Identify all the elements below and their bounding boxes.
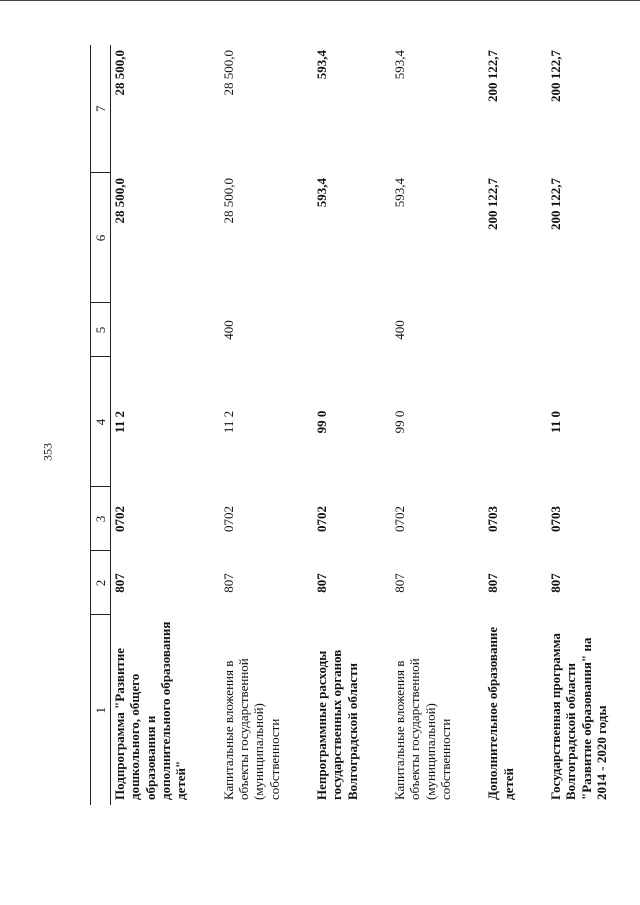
cell-col-3: 0702 — [220, 506, 236, 532]
header-col-1: 1 — [91, 615, 111, 805]
cell-col-5: 400 — [391, 320, 407, 340]
table-row — [111, 45, 189, 805]
cell-col-7: 200 122,7 — [547, 50, 563, 102]
cell-col-6: 28 500,0 — [112, 178, 127, 224]
cell-col-7: 28 500,0 — [112, 50, 127, 96]
cell-col-5 — [453, 303, 516, 357]
table-row — [189, 45, 282, 805]
cell-col-5 — [282, 303, 360, 357]
page-number: 353 — [40, 443, 55, 461]
cell-col-3: 0702 — [313, 506, 329, 532]
header-row — [91, 45, 111, 805]
cell-col-3: 0703 — [547, 506, 563, 532]
cell-col-3: 0702 — [112, 506, 127, 532]
cell-col-2: 807 — [112, 573, 127, 593]
cell-col-2: 807 — [220, 573, 236, 593]
row-name: Подпрограмма "Развитие дошкольного, общего образования и дополнительного образования детей" — [112, 621, 189, 800]
cell-col-4 — [453, 357, 516, 487]
cell-col-2: 807 — [547, 573, 563, 593]
cell-col-6: 200 122,7 — [485, 178, 501, 230]
cell-col-5 — [111, 303, 189, 357]
cell-col-3: 0703 — [485, 506, 501, 532]
cell-col-6: 593,4 — [313, 178, 329, 208]
cell-col-5 — [516, 303, 609, 357]
table-row — [453, 45, 516, 805]
table-row — [282, 45, 360, 805]
cell-col-7: 593,4 — [313, 50, 329, 80]
cell-col-7: 200 122,7 — [485, 50, 501, 102]
cell-col-2: 807 — [485, 573, 501, 593]
table-row — [360, 45, 453, 805]
header-col-2: 2 — [91, 551, 111, 615]
row-name: Непрограммные расходы государственных органов Волгоградской области — [313, 649, 360, 800]
cell-col-6: 28 500,0 — [220, 178, 236, 224]
rotated-table-container — [90, 45, 609, 805]
cell-col-4: 11 2 — [112, 410, 127, 434]
row-name: Государственная программа Волгоградской области "Развитие образования" на 2014 - 2020 годы — [547, 633, 609, 800]
cell-col-7: 28 500,0 — [220, 50, 236, 96]
cell-col-2: 807 — [313, 573, 329, 593]
cell-col-4: 99 0 — [313, 410, 329, 434]
cell-col-6: 593,4 — [391, 178, 407, 208]
cell-col-2: 807 — [391, 573, 407, 593]
cell-col-6: 200 122,7 — [547, 178, 563, 230]
header-col-3: 3 — [91, 487, 111, 551]
header-col-6: 6 — [91, 173, 111, 303]
row-name: Капитальные вложения в объекты государственной (муниципальной) собственности — [391, 658, 453, 800]
cell-col-7: 593,4 — [391, 50, 407, 80]
header-col-5: 5 — [91, 303, 111, 357]
cell-col-4: 99 0 — [391, 410, 407, 434]
cell-col-4: 11 0 — [547, 410, 563, 434]
cell-col-3: 0702 — [391, 506, 407, 532]
cell-col-5: 400 — [220, 320, 236, 340]
cell-col-4: 11 2 — [220, 410, 236, 434]
row-name: Дополнительное образование детей — [485, 626, 516, 800]
header-col-7: 7 — [91, 45, 111, 173]
table-row — [516, 45, 609, 805]
header-col-4: 4 — [91, 357, 111, 487]
row-name: Капитальные вложения в объекты государственной (муниципальной) собственности — [220, 658, 282, 800]
budget-table — [90, 45, 609, 805]
scan-top-edge — [0, 0, 640, 5]
